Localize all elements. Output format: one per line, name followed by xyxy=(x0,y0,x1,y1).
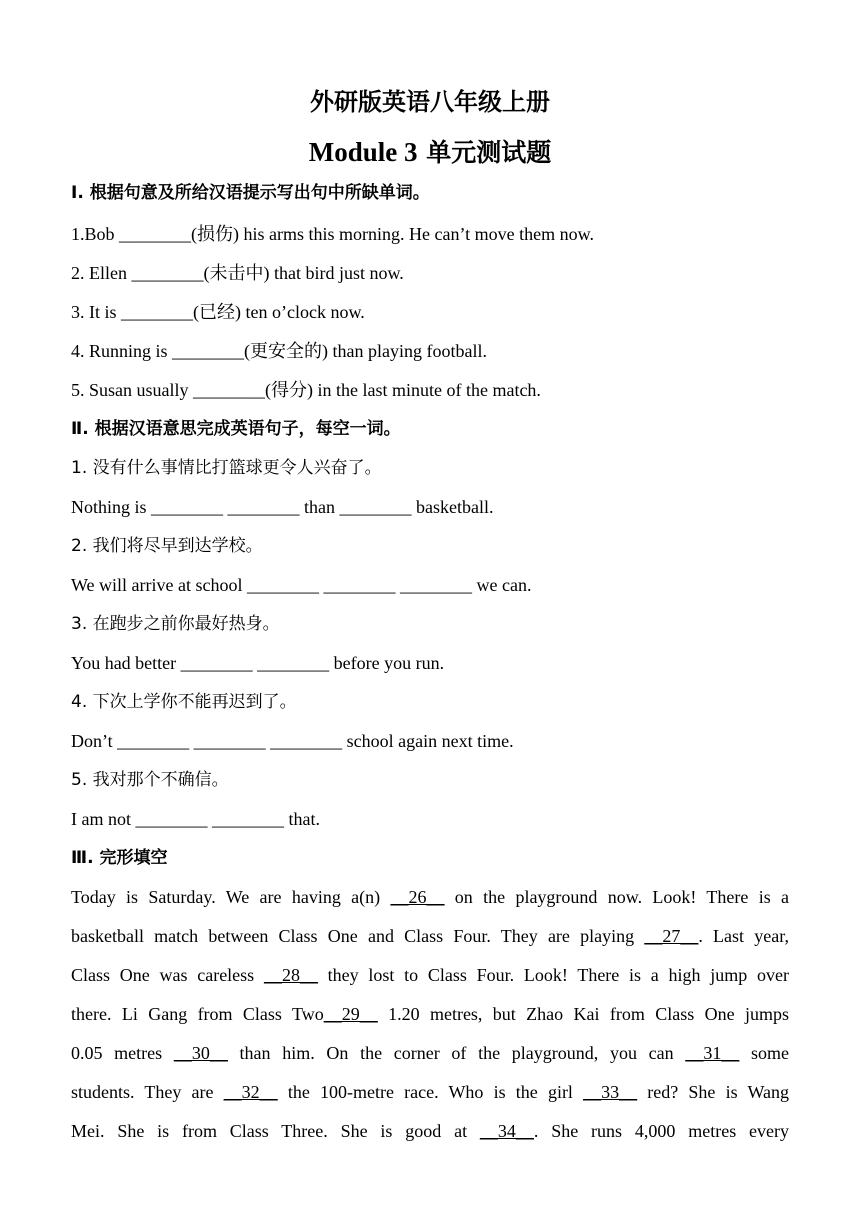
section-1-heading: Ⅰ. 根据句意及所给汉语提示写出句中所缺单词。 xyxy=(71,183,430,203)
section-2-chinese: 4. 下次上学你不能再迟到了。 xyxy=(71,692,297,712)
cloze-line xyxy=(71,1003,789,1025)
subtitle-module: Module 3 xyxy=(308,137,418,167)
cloze-text: on the playground now. Look! There is a xyxy=(444,887,790,907)
cloze-blank-30: __30__ xyxy=(173,1043,228,1063)
section-2-chinese: 2. 我们将尽早到达学校。 xyxy=(71,536,263,556)
cloze-blank-33: __33__ xyxy=(583,1082,638,1102)
section-1-item: 1.Bob ________(损伤) his arms this morning. He can’t move them now. xyxy=(71,224,594,244)
cloze-blank-27: __27__ xyxy=(644,926,699,946)
cloze-text: the 100-metre race. Who is the girl xyxy=(277,1082,584,1102)
cloze-text: they lost to Class Four. Look! There is a high jump over xyxy=(317,965,789,985)
cloze-line xyxy=(71,964,789,986)
cloze-text: . She runs 4,000 metres every xyxy=(533,1121,789,1141)
cloze-line xyxy=(71,1081,789,1103)
section-3-heading: Ⅲ. 完形填空 xyxy=(71,848,168,868)
cloze-text: students. They are xyxy=(71,1082,224,1102)
cloze-blank-32: __32__ xyxy=(223,1082,278,1102)
cloze-blank-34: __34__ xyxy=(479,1121,534,1141)
cloze-text: some xyxy=(739,1043,789,1063)
section-2-english: You had better ________ ________ before you run. xyxy=(71,653,445,673)
cloze-blank-31: __31__ xyxy=(685,1043,740,1063)
document-title: 外研版英语八年级上册 xyxy=(310,88,550,116)
cloze-blank-26: __26__ xyxy=(390,887,445,907)
section-2-english: Don’t ________ ________ ________ school again next time. xyxy=(71,731,514,751)
cloze-text: 1.20 metres, but Zhao Kai from Class One jumps xyxy=(377,1004,789,1024)
subtitle-test: 单元测试题 xyxy=(426,138,552,167)
cloze-text: Class One was careless xyxy=(71,965,264,985)
cloze-blank-29: __29__ xyxy=(323,1004,378,1024)
cloze-text: there. Li Gang from Class Two xyxy=(71,1004,324,1024)
section-1-item: 2. Ellen ________(未击中) that bird just now. xyxy=(71,263,404,283)
cloze-line xyxy=(71,886,789,908)
section-2-chinese: 1. 没有什么事情比打篮球更令人兴奋了。 xyxy=(71,458,382,478)
cloze-line xyxy=(71,1120,789,1142)
cloze-text: Today is Saturday. We are having a(n) xyxy=(71,887,391,907)
section-2-chinese: 3. 在跑步之前你最好热身。 xyxy=(71,614,280,634)
cloze-line xyxy=(71,925,789,947)
cloze-text: than him. On the corner of the playground, you can xyxy=(227,1043,686,1063)
cloze-text: red? She is Wang xyxy=(637,1082,789,1102)
section-1-item: 5. Susan usually ________(得分) in the last minute of the match. xyxy=(71,380,541,400)
cloze-line xyxy=(71,1042,789,1064)
section-2-chinese: 5. 我对那个不确信。 xyxy=(71,770,229,790)
section-2-english: I am not ________ ________ that. xyxy=(71,809,320,829)
cloze-text: 0.05 metres xyxy=(71,1043,174,1063)
section-2-english: Nothing is ________ ________ than ________ basketball. xyxy=(71,497,494,517)
document-subtitle xyxy=(0,133,860,169)
section-1-item: 3. It is ________(已经) ten o’clock now. xyxy=(71,302,365,322)
cloze-blank-28: __28__ xyxy=(263,965,318,985)
section-1-item: 4. Running is ________(更安全的) than playing football. xyxy=(71,341,487,361)
section-2-heading: Ⅱ. 根据汉语意思完成英语句子，每空一词。 xyxy=(71,419,401,439)
cloze-text: Mei. She is from Class Three. She is good at xyxy=(71,1121,480,1141)
cloze-text: . Last year, xyxy=(698,926,789,946)
cloze-text: basketball match between Class One and Class Four. They are playing xyxy=(71,926,645,946)
section-2-english: We will arrive at school ________ ________ ________ we can. xyxy=(71,575,532,595)
